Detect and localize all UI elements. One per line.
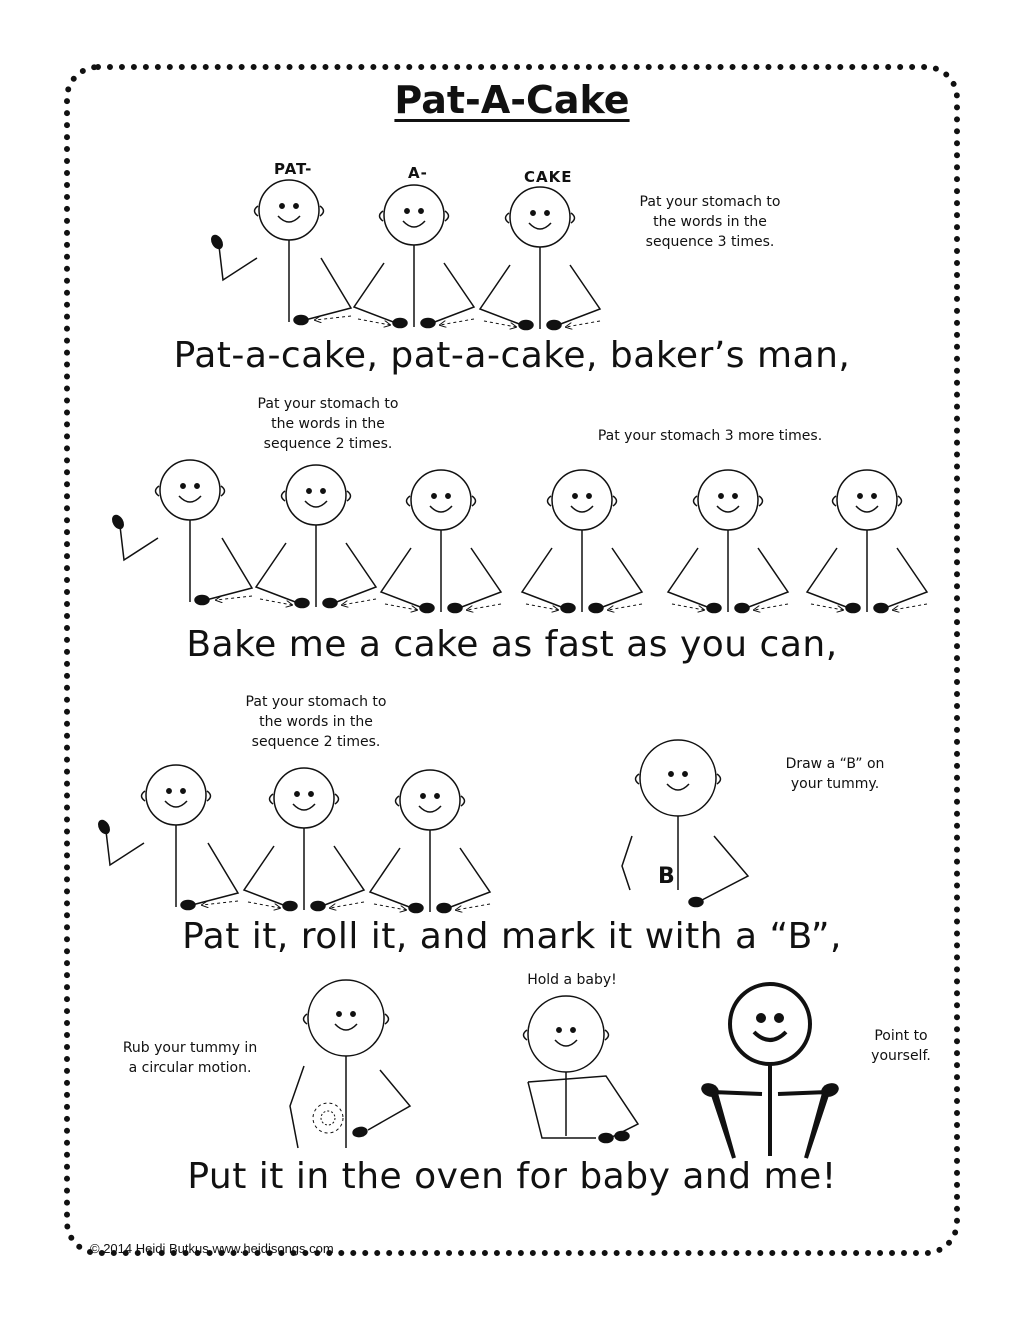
lyric-line-3: Pat it, roll it, and mark it with a “B”,: [182, 916, 842, 957]
letter-b-mark: B: [658, 864, 675, 889]
stick-figure-r3-1: [97, 765, 238, 910]
word-label-cake: CAKE: [524, 168, 573, 186]
word-label-pat: PAT-: [274, 160, 313, 178]
instruction-note-row2-left: Pat your stomach to the words in the sequence 2 times.: [257, 396, 399, 452]
instruction-note-row2-right: Pat your stomach 3 more times.: [597, 428, 823, 444]
stick-figure-rub-tummy: [290, 980, 410, 1148]
stick-figure-r1-3: [480, 187, 600, 330]
stick-figure-r2-4: [522, 470, 642, 613]
stick-figure-r2-3: [381, 470, 501, 613]
instruction-note-row3-right: Draw a “B” on your tummy.: [785, 756, 885, 792]
instruction-note-row4-middle: Hold a baby!: [527, 972, 617, 988]
lyric-line-2: Bake me a cake as fast as you can,: [186, 624, 838, 665]
instruction-note-row1: Pat your stomach to the words in the sequence 3 times.: [639, 194, 781, 250]
lyric-line-1: Pat-a-cake, pat-a-cake, baker’s man,: [173, 335, 851, 376]
stick-figure-r1-2: [354, 185, 474, 328]
instruction-note-row4-left: Rub your tummy in a circular motion.: [122, 1040, 258, 1076]
stick-figure-r3-2: [244, 768, 364, 911]
stick-figure-r2-2: [256, 465, 376, 608]
page-title: Pat-A-Cake: [394, 78, 630, 122]
stick-figure-point-yourself: [702, 984, 838, 1158]
stick-figure-r2-6: [807, 470, 927, 613]
stick-figure-hold-baby: [524, 996, 639, 1143]
instruction-note-row4-right: Point to yourself.: [871, 1028, 931, 1064]
word-label-a: A-: [408, 164, 428, 182]
lyric-line-4: Put it in the oven for baby and me!: [187, 1156, 837, 1197]
stick-figure-r2-5: [668, 470, 788, 613]
stick-figure-r2-1: [111, 460, 252, 605]
copyright-footer: © 2014 Heidi Butkus www.heidisongs.com: [90, 1241, 334, 1256]
stick-figure-draw-b: [622, 740, 748, 907]
instruction-note-row3-left: Pat your stomach to the words in the sequence 2 times.: [245, 694, 387, 750]
stick-figure-r3-3: [370, 770, 490, 913]
stick-figure-r1-1: [210, 180, 351, 325]
